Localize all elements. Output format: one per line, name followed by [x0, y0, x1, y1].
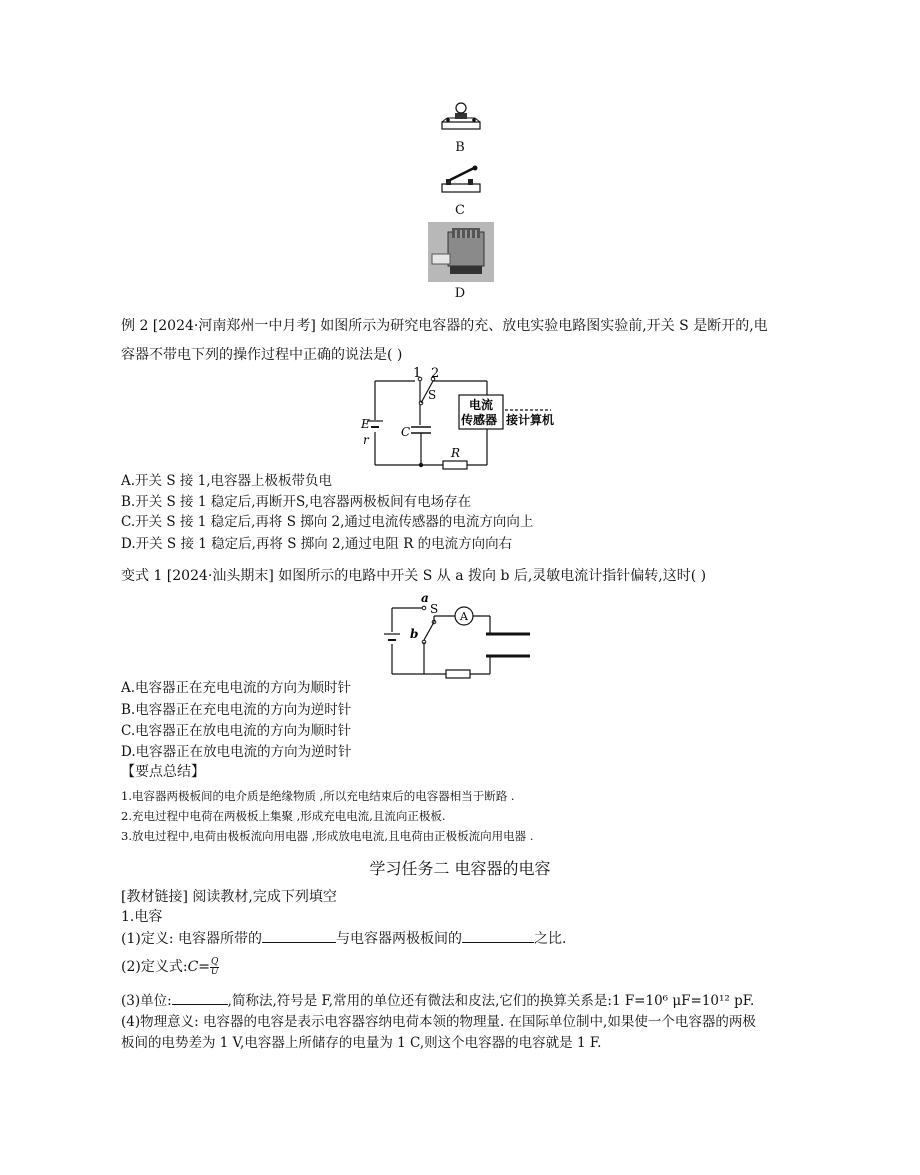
circuit-capacitor-label: C	[401, 425, 411, 439]
variant1-contact-a-label: a	[421, 591, 429, 605]
circuit-sensor-label-1: 电流	[469, 398, 494, 412]
unit-blank[interactable]	[172, 1004, 228, 1005]
example2-circuit-diagram	[355, 365, 570, 471]
example2-question-line2: 容器不带电下列的操作过程中正确的说法是( )	[121, 347, 403, 363]
formula-prefix: (2)定义式:	[121, 959, 188, 975]
summary-heading: 【要点总结】	[121, 764, 205, 780]
variant1-switch-label: S	[430, 602, 439, 616]
example2-question-line1: 例 2 [2024·河南郑州一中月考] 如图所示为研究电容器的充、放电实验电路图实验前,开关 S 是断开的,电	[121, 318, 768, 334]
textbook-link: [教材链接] 阅读教材,完成下列填空	[121, 889, 337, 905]
circuit-emf-label: E	[361, 417, 370, 431]
variant1-option-c: C.电容器正在放电电流的方向为顺时针	[121, 723, 352, 739]
summary-item-3: 3.放电过程中,电荷由极板流向用电器 ,形成放电电流,且电荷由正极板流向用电器 .	[121, 829, 534, 843]
figure-c-label: C	[455, 203, 465, 218]
meaning-line-2: 板间的电势差为 1 V,电容器上所储存的电量为 1 C,则这个电容器的电容就是 1 F.	[121, 1035, 602, 1051]
definition-blank-2[interactable]	[462, 942, 534, 943]
definition-part-c: 之比.	[534, 931, 567, 947]
circuit-node-2: 2	[431, 366, 440, 381]
variant1-contact-b-label: b	[410, 627, 419, 641]
definition-line	[121, 929, 566, 949]
formula-numerator: Q	[211, 956, 219, 967]
unit-part-b: ,简称法,符号是 F,常用的单位还有微法和皮法,它们的换算关系是:1 F=10⁶ μF=10¹² pF.	[227, 993, 755, 1009]
unit-line	[121, 991, 754, 1011]
circuit-switch-label: S	[428, 388, 437, 402]
figure-d-capacitor	[428, 222, 494, 282]
circuit-resistor-label: R	[451, 446, 461, 460]
formula-denominator: U	[210, 966, 219, 977]
formula-equals: =	[198, 959, 211, 975]
variant1-question: 变式 1 [2024·汕头期末] 如图所示的电路中开关 S 从 a 拨向 b 后,灵敏电流计指针偏转,这时( )	[121, 568, 707, 584]
circuit-computer-label: 接计算机	[506, 413, 555, 427]
example2-option-d: D.开关 S 接 1 稳定后,再将 S 掷向 2,通过电阻 R 的电流方向向右	[121, 536, 513, 552]
meaning-line-1: (4)物理意义: 电容器的电容是表示电容器容纳电荷本领的物理量. 在国际单位制中,如果使一个电容器的两极	[121, 1014, 756, 1030]
summary-item-2: 2.充电过程中电荷在两极板上集聚 ,形成充电电流,且流向正极板.	[121, 809, 446, 823]
example2-option-a: A.开关 S 接 1,电容器上极板带负电	[121, 473, 333, 489]
variant1-option-d: D.电容器正在放电电流的方向为逆时针	[121, 744, 352, 760]
example2-option-c: C.开关 S 接 1 稳定后,再将 S 掷向 2,通过电流传感器的电流方向向上	[121, 514, 534, 530]
variant1-option-b: B.电容器正在充电电流的方向为逆时针	[121, 702, 352, 718]
variant1-meter-label: A	[460, 610, 468, 623]
figure-c-switch	[438, 165, 484, 195]
summary-item-1: 1.电容器两极板间的电介质是绝缘物质 ,所以充电结束后的电容器相当于断路 .	[121, 789, 515, 803]
definition-part-a: (1)定义: 电容器所带的	[121, 931, 262, 947]
section-title: 学习任务二 电容器的电容	[369, 859, 551, 878]
figure-d-label: D	[454, 286, 466, 301]
circuit-sensor-label-2: 传感器	[461, 413, 498, 427]
unit-part-a: (3)单位:	[121, 993, 172, 1009]
formula-fraction	[210, 958, 219, 977]
formula-line	[121, 957, 219, 977]
definition-blank-1[interactable]	[262, 942, 336, 943]
figure-b-label: B	[455, 140, 465, 155]
circuit-internal-r-label: r	[363, 433, 369, 447]
variant1-circuit-diagram	[380, 590, 540, 680]
example2-option-b: B.开关 S 接 1 稳定后,再断开S,电容器两极板间有电场存在	[121, 494, 472, 510]
variant1-option-a: A.电容器正在充电电流的方向为顺时针	[121, 680, 352, 696]
capacitance-heading: 1.电容	[121, 909, 163, 925]
circuit-node-1: 1	[413, 366, 422, 381]
figure-b-lamp	[438, 102, 484, 132]
formula-c: C	[187, 959, 199, 975]
definition-part-b: 与电容器两极板间的	[336, 931, 462, 947]
